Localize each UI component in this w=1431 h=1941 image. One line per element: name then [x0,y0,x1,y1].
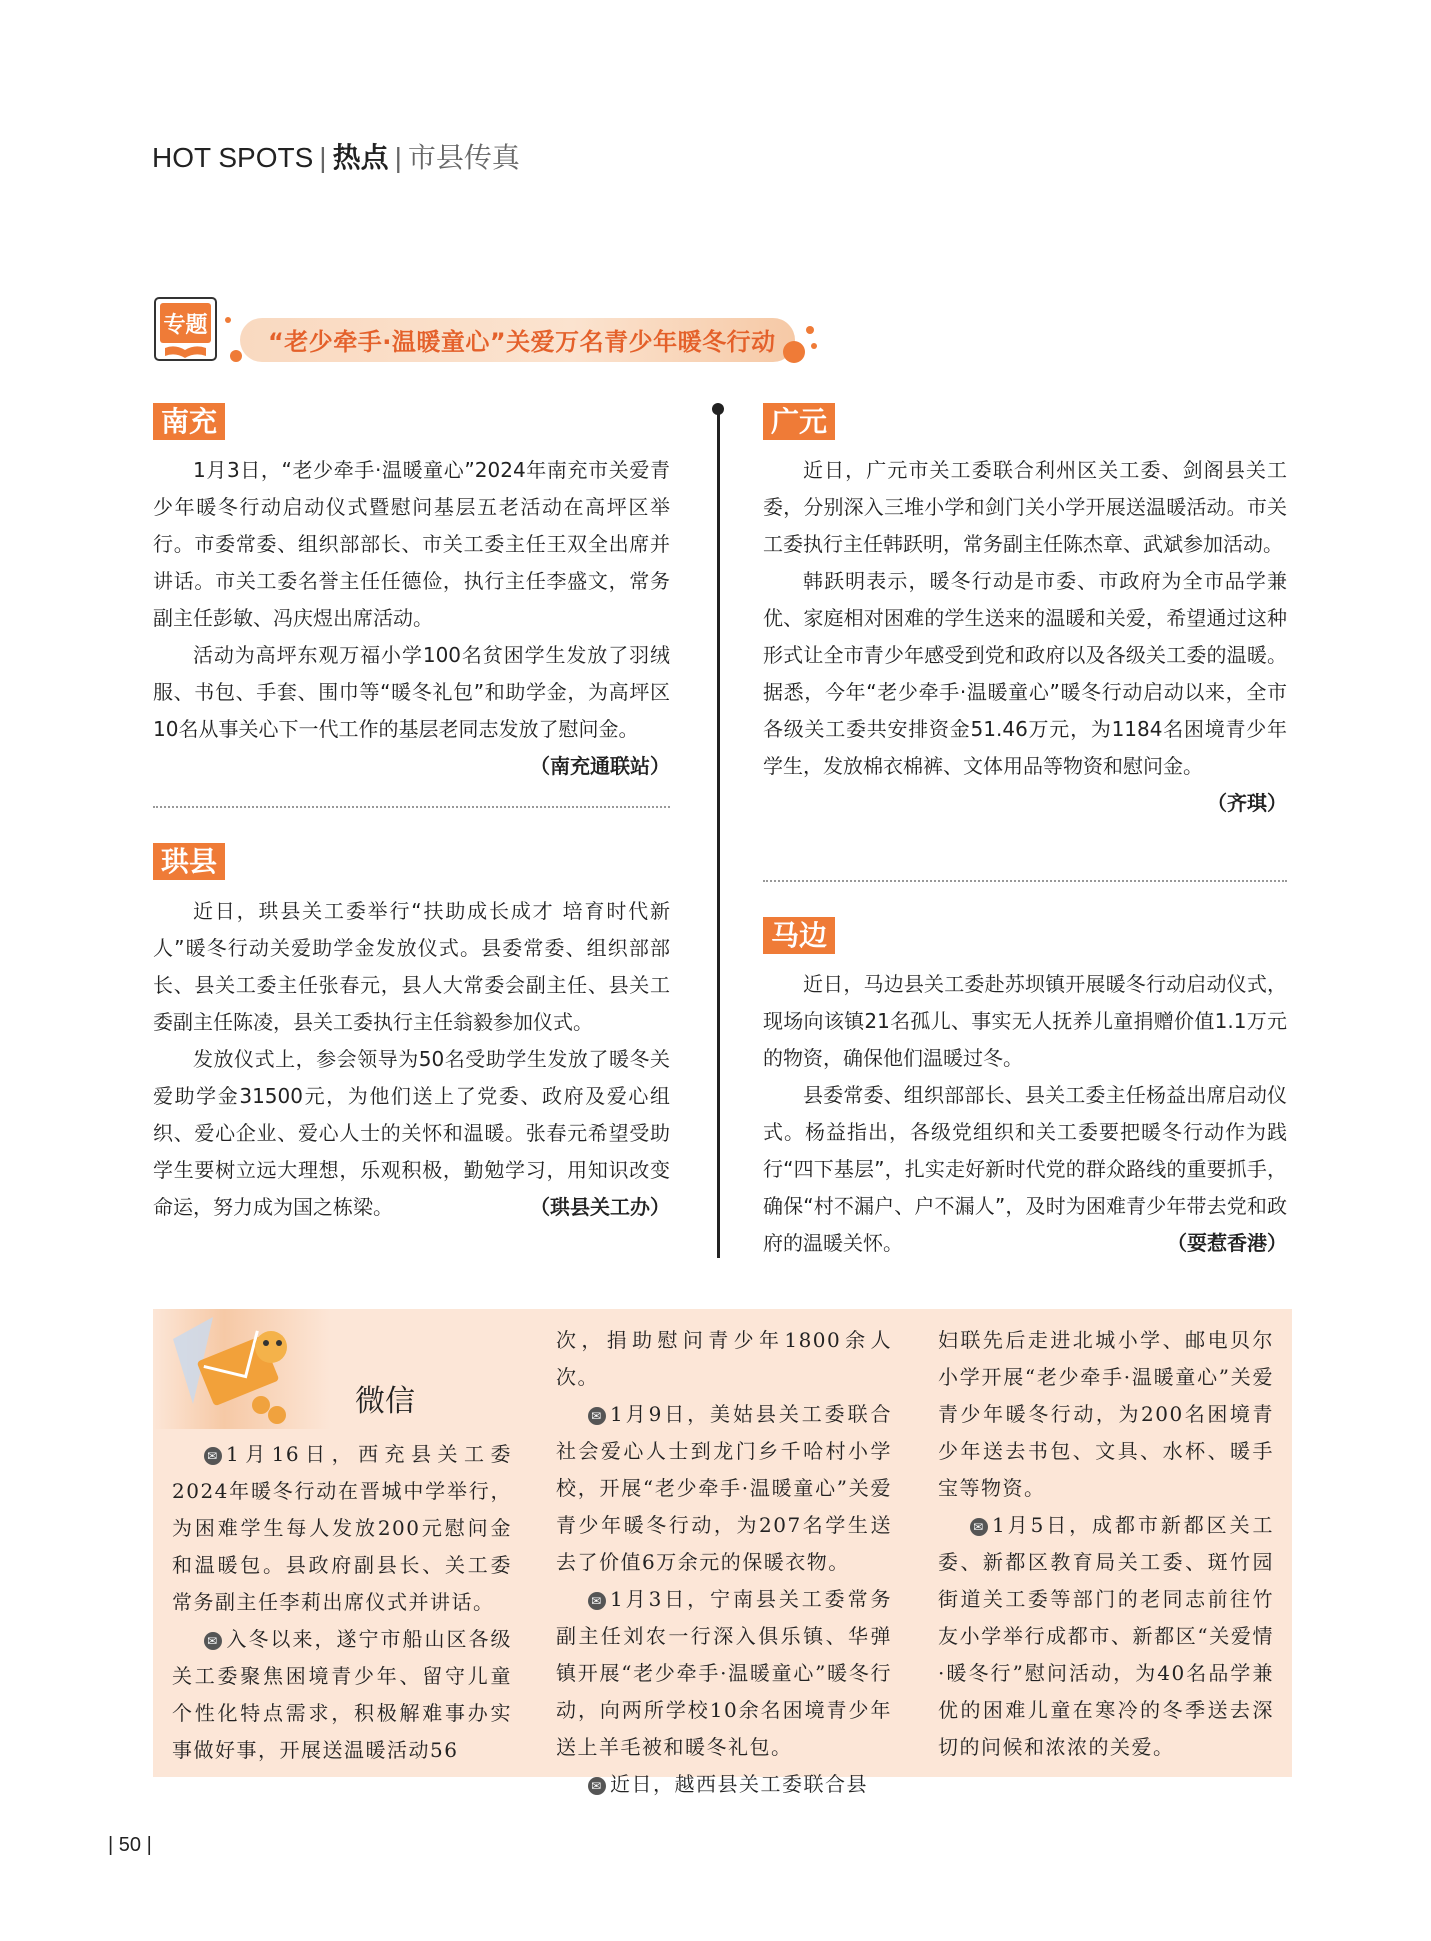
wechat-item: ✉ 1月9日，美姑县关工委联合社会爱心人士到龙门乡千哈村小学校，开展“老少牵手·温暖童心”关爱青少年暖冬行动，为207名学生送去了价值6万余元的保暖衣物。 [556,1402,892,1574]
article-guangyuan [763,452,1287,822]
article-source: （耍惹香港） [1167,1231,1287,1255]
article-source: （齐琪） [1207,791,1287,815]
envelope-illustration-icon [153,1309,331,1429]
article-paragraph: 近日，马边县关工委赴苏坝镇开展暖冬行动启动仪式，现场向该镇21名孤儿、事实无人抚养儿童捐赠价值1.1万元的物资，确保他们温暖过冬。 [763,972,1287,1070]
wechat-bullet-icon: ✉ [970,1518,988,1536]
wechat-column-2 [556,1322,892,1803]
article-source: （南充通联站） [530,754,670,778]
wechat-bullet-icon: ✉ [204,1632,222,1650]
article-mabian [763,966,1287,1262]
wechat-item: ✉ 1月16日，西充县关工委2024年暖冬行动在晋城中学举行，为困难学生每人发放200元慰问金和温暖包。县政府副县长、关工委常务副主任李莉出席仪式并讲话。 [172,1442,512,1614]
section-label-guangyuan: 广元 [763,403,835,440]
wechat-bullet-icon: ✉ [588,1592,606,1610]
wechat-bullet-icon: ✉ [588,1777,606,1795]
article-source: （珙县关工办） [530,1195,670,1219]
article-paragraph: 韩跃明表示，暖冬行动是市委、市政府为全市品学兼优、家庭相对困难的学生送来的温暖和关爱，希望通过这种形式让全市青少年感受到党和政府以及各级关工委的温暖。据悉，今年“老少牵手·温暖童心”暖冬行动启动以来，全市各级关工委共安排资金51.46万元，为1184名困境青少年学生，发放棉衣棉裤、文体用品等物资和慰问金。 （齐琪） [763,563,1287,785]
wechat-item: ✉ 1月5日，成都市新都区关工委、新都区教育局关工委、斑竹园街道关工委等部门的老同志前往竹友小学举行成都市、新都区“关爱情·暖冬行”慰问活动，为40名品学兼优的困难儿童在寒冷的冬季送去深切的问候和浓浓的关爱。 [938,1513,1274,1759]
header-subsection: 市县传真 [407,141,520,174]
banner-title: “老少牵手·温暖童心”关爱万名青少年暖冬行动 [268,328,776,356]
section-separator [763,880,1287,882]
article-paragraph: 活动为高坪东观万福小学100名贫困学生发放了羽绒服、书包、手套、围巾等“暖冬礼包”和助学金，为高坪区10名从事关心下一代工作的基层老同志发放了慰问金。 （南充通联站） [153,637,670,748]
section-separator [153,806,670,808]
topic-badge-icon [153,296,218,362]
article-paragraph: 近日，广元市关工委联合利州区关工委、剑阁县关工委，分别深入三堆小学和剑门关小学开展送温暖活动。市关工委执行主任韩跃明，常务副主任陈杰章、武斌参加活动。 [763,458,1287,556]
wechat-title: 微信 [355,1384,415,1419]
wechat-item: ✉ 入冬以来，遂宁市船山区各级关工委聚焦困境青少年、留守儿童个性化特点需求，积极解难事办实事做好事，开展送温暖活动56 [172,1627,512,1762]
wechat-item-continued: 妇联先后走进北城小学、邮电贝尔小学开展“老少牵手·温暖童心”关爱青少年暖冬行动，为200名困境青少年送去书包、文具、水杯、暖手宝等物资。 [938,1328,1274,1500]
banner-decoration-right [780,316,820,366]
wechat-item-continued: 次，捐助慰问青少年1800余人次。 [556,1328,892,1389]
article-paragraph: 县委常委、组织部部长、县关工委主任杨益出席启动仪式。杨益指出，各级党组织和关工委要把暖冬行动作为践行“四下基层”，扎实走好新时代党的群众路线的重要抓手，确保“村不漏户、户不漏人”，及时为困难青少年带去党和政府的温暖关怀。 （耍惹香港） [763,1077,1287,1262]
topic-badge-text: 专题 [163,313,208,338]
wechat-item: ✉ 1月3日，宁南县关工委常务副主任刘农一行深入俱乐镇、华弹镇开展“老少牵手·温暖童心”暖冬行动，向两所学校10余名困境青少年送上羊毛被和暖冬礼包。 [556,1587,892,1759]
wechat-bullet-icon: ✉ [588,1407,606,1425]
article-paragraph: 1月3日，“老少牵手·温暖童心”2024年南充市关爱青少年暖冬行动启动仪式暨慰问基层五老活动在高坪区举行。市委常委、组织部部长、市关工委主任王双全出席并讲话。市关工委名誉主任任德俭，执行主任李盛文，常务副主任彭敏、冯庆煜出席活动。 [153,458,670,630]
header-divider-2: | [394,142,402,173]
wechat-item: ✉ 近日，越西县关工委联合县 [556,1766,892,1803]
article-paragraph: 近日，珙县关工委举行“扶助成长成才 培育时代新人”暖冬行动关爱助学金发放仪式。县委常委、组织部部长、县关工委主任张春元，县人大常委会副主任、县关工委副主任陈凌，县关工委执行主任翁毅参加仪式。 [153,899,670,1034]
page-header [152,136,520,176]
article-nanchong [153,452,670,785]
page-number: | 50 | [108,1834,152,1856]
wechat-column-1 [172,1436,512,1769]
article-gongxian [153,893,670,1226]
header-divider: | [319,142,327,173]
wechat-bullet-icon: ✉ [204,1447,222,1465]
header-section: 热点 [332,141,389,174]
article-paragraph: 发放仪式上，参会领导为50名受助学生发放了暖冬关爱助学金31500元，为他们送上了党委、政府及爱心组织、爱心企业、爱心人士的关怀和温暖。张春元希望受助学生要树立远大理想，乐观积极，勤勉学习，用知识改变命运，努力成为国之栋梁。 （珙县关工办） [153,1041,670,1226]
wechat-column-3 [938,1322,1274,1766]
section-label-gongxian: 珙县 [153,843,225,880]
section-label-mabian: 马边 [763,917,835,954]
section-label-nanchong: 南充 [153,403,225,440]
column-divider [717,410,720,1258]
header-brand: HOT SPOTS [152,142,314,173]
